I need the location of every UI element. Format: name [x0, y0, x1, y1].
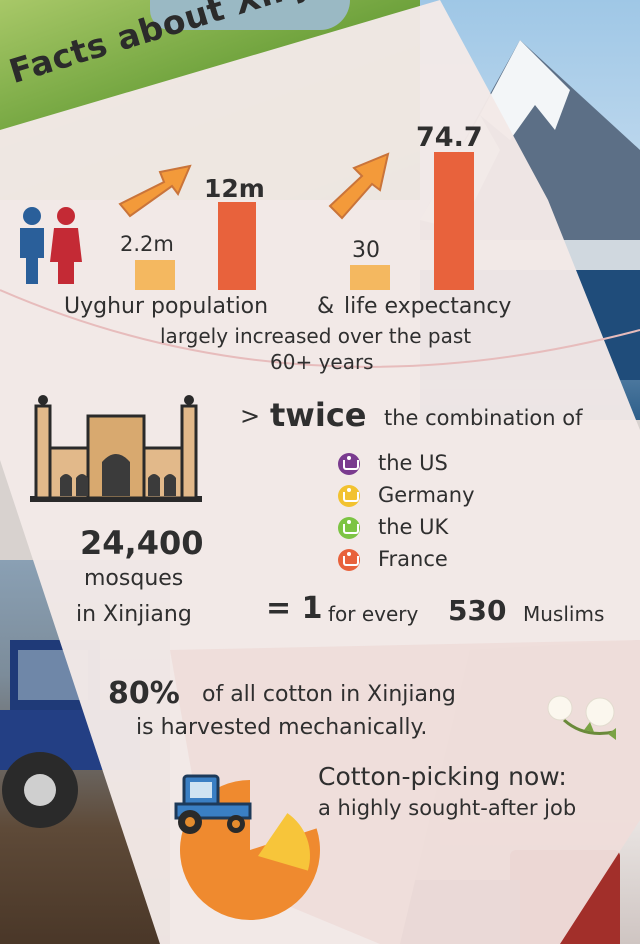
tractor-icon: [168, 770, 254, 836]
bar-life-before: [350, 265, 390, 290]
ratio-equals: = 1: [266, 591, 323, 626]
population-after-value: 12m: [204, 174, 265, 203]
ratio-end: Muslims: [523, 602, 605, 626]
germany-icon: [338, 485, 360, 507]
mosque-icon: [30, 392, 202, 504]
country-germany: Germany: [378, 483, 475, 507]
us-icon: [338, 453, 360, 475]
compare-prefix: >: [240, 402, 261, 430]
population-bars: [130, 150, 270, 290]
caption-line-3: 60+ years: [270, 350, 374, 374]
france-icon: [338, 549, 360, 571]
cotton-flower-icon: [544, 690, 626, 748]
uk-icon: [338, 517, 360, 539]
country-us: the US: [378, 451, 448, 475]
ratio-number: 530: [448, 594, 507, 627]
caption-line-2: largely increased over the past: [160, 324, 472, 348]
country-uk: the UK: [378, 515, 449, 539]
population-before-value: 2.2m: [120, 232, 174, 256]
job-line-2: a highly sought-after job: [318, 796, 577, 820]
mosque-line-2: in Xinjiang: [76, 602, 192, 627]
population-label: Uyghur population: [64, 294, 269, 319]
life-after-value: 74.7: [416, 122, 483, 153]
country-france: France: [378, 547, 448, 571]
people-icon: [14, 204, 84, 286]
life-bars: [340, 150, 480, 290]
ratio-middle: for every: [328, 602, 419, 626]
bar-population-after: [218, 202, 256, 290]
cotton-line-1: of all cotton in Xinjiang: [202, 682, 456, 707]
bar-population-before: [135, 260, 175, 290]
life-before-value: 30: [352, 238, 380, 263]
life-expectancy-label: life expectancy: [344, 294, 512, 319]
mosque-count: 24,400: [80, 524, 204, 562]
cotton-line-2: is harvested mechanically.: [136, 715, 428, 740]
compare-bold: twice: [270, 396, 367, 434]
ampersand: &: [317, 294, 335, 319]
job-line-1: Cotton-picking now:: [318, 762, 567, 791]
compare-rest: the combination of: [384, 406, 583, 430]
bar-life-after: [434, 152, 474, 290]
cotton-percent: 80%: [108, 676, 180, 711]
mosque-line-1: mosques: [84, 566, 184, 591]
